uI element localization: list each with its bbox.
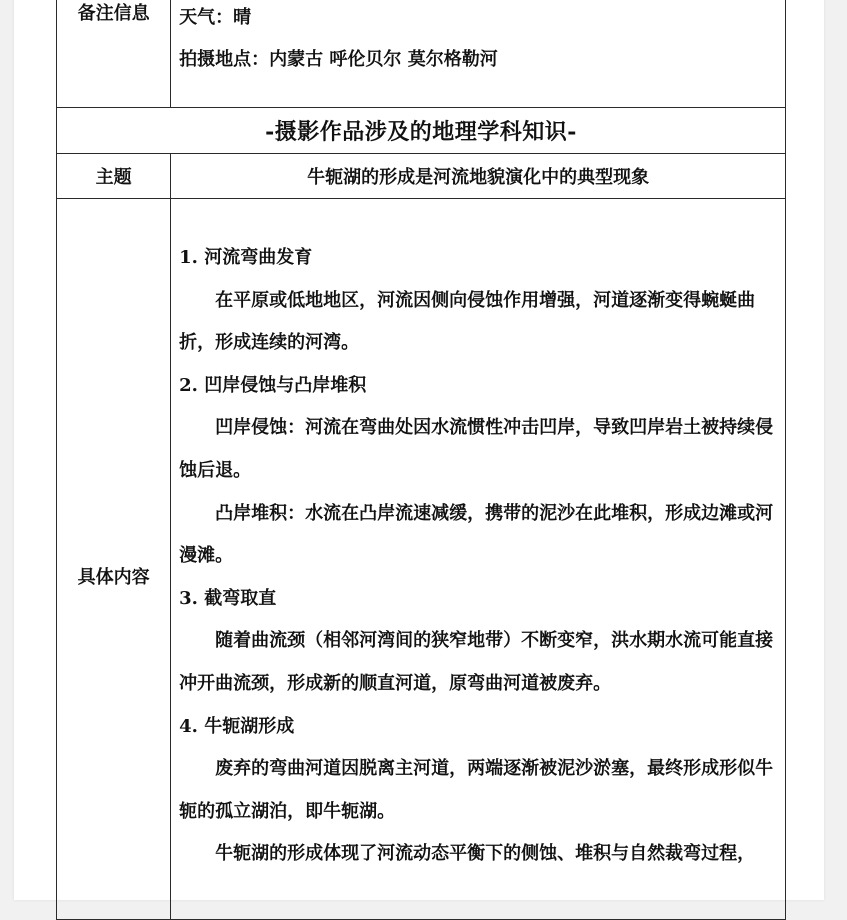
notes-label: 备注信息 [57,0,171,108]
content-cell [171,199,786,920]
paragraph-5: 废弃的弯曲河道因脱离主河道，两端逐渐被泥沙淤塞，最终形成形似牛轭的孤立湖泊，即牛轭湖。 [179,758,774,822]
document-page [14,0,824,900]
notes-row [57,0,786,108]
paragraph-6: 牛轭湖的形成体现了河流动态平衡下的侧蚀、堆积与自然裁弯过程， [215,843,756,865]
heading-1: 1. 河流弯曲发育 [179,247,313,268]
topic-value: 牛轭湖的形成是河流地貌演化中的典型现象 [171,154,786,199]
heading-4: 4. 牛轭湖形成 [179,715,295,737]
content-row [57,199,786,920]
section-title: -摄影作品涉及的地理学科知识- [57,108,786,154]
weather-text: 天气：晴 [179,7,252,28]
info-table [56,0,786,920]
topic-label: 主题 [57,154,171,199]
paragraph-2: 凹岸侵蚀：河流在弯曲处因水流惯性冲击凹岸，导致凹岸岩土被持续侵蚀后退。 [179,417,774,481]
paragraph-3: 凸岸堆积：水流在凸岸流速减缓，携带的泥沙在此堆积，形成边滩或河漫滩。 [179,502,774,567]
topic-row [57,154,786,199]
notes-cell [171,0,786,108]
content-label: 具体内容 [57,199,171,920]
location-text: 拍摄地点：内蒙古 呼伦贝尔 莫尔格勒河 [179,49,498,70]
heading-3: 3. 截弯取直 [179,587,277,609]
paragraph-1: 在平原或低地地区，河流因侧向侵蚀作用增强，河道逐渐变得蜿蜒曲折，形成连续的河湾。 [179,289,756,354]
heading-2: 2. 凹岸侵蚀与凸岸堆积 [179,374,367,396]
paragraph-4: 随着曲流颈（相邻河湾间的狭窄地带）不断变窄，洪水期水流可能直接冲开曲流颈，形成新的顺直河道，原弯曲河道被废弃。 [179,630,774,694]
section-title-row [57,108,786,154]
